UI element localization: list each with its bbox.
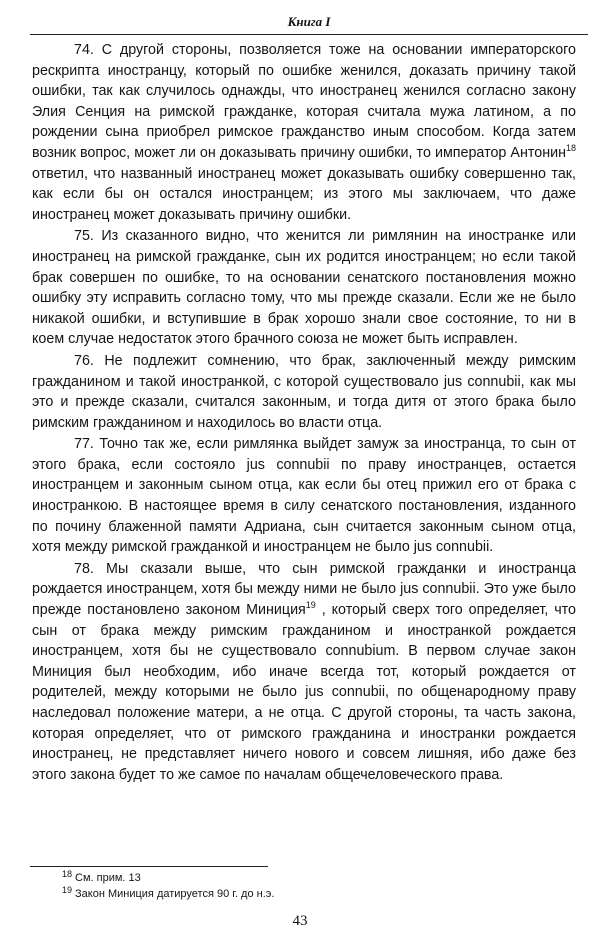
paragraph-number: 77. (74, 436, 94, 453)
paragraph-text: Точно так же, если римлянка выйдет замуж за иностранца, то сын от этого брака, если состояло jus connubii по праву иностранцев, остается иностранцем и законным сыном отца, как если бы отец прижил его от брака с иностранкою. В настоящее время в силу сенатского постановления, изданного по почину блаженной памяти Адриана, сын считается законным сыном отца, хотя между римской гражданкой и иностранцем не было jus connubii. (32, 436, 576, 556)
paragraph-text: С другой стороны, позволяется тоже на основании императорского рескрипта иностранцу, который по ошибке женился, доказать причину такой ошибки, так как случилось однажды, что иностранец женился согласно закону Элия Сенция на римской гражданке, которая считала мужа латином, а по рождении сына приобрел римское гражданство иным способом. Когда затем возник вопрос, может ли он доказывать причину ошибки, то император Антонин (32, 42, 576, 161)
paragraph-77 (32, 434, 576, 558)
paragraph-number: 74. (74, 42, 94, 58)
paragraph-text: Мы сказали выше, что сын римской гражданки и иностранца рождается иностранцем, хотя бы между ними не было jus connubii. Это уже было прежде постановлено законом Миниция (32, 560, 576, 619)
running-header (30, 10, 588, 35)
footnote-mark: 19 (62, 885, 73, 895)
footnote-19 (62, 886, 542, 902)
paragraph-number: 75. (74, 228, 94, 245)
footnote-ref-18[interactable]: 18 (565, 142, 576, 153)
paragraph-text: , который сверх того определяет, что сын от брака между римским гражданином и иностранкой рождается иностранцем, хотя бы не существовало connubium. В первом случае закон Миниция был необходим, ибо иначе всегда тот, который рождается от родителей, между которыми не было jus connubii, по общенародному праву наследовал положение матери, а не отца. С другой стороны, та часть закона, которая определяет, что от римского гражданина и иностранки рождается иностранец, не представляет ничего нового и совсем лишняя, ибо даже без этого закона будет то же самое по началам общечеловеческого права. (32, 602, 576, 783)
footnote-text: Закон Миниция датируется 90 г. до н.э. (75, 888, 275, 900)
footnote-ref-19[interactable]: 19 (305, 600, 316, 611)
paragraph-76 (32, 351, 576, 433)
paragraph-78 (32, 559, 576, 786)
footnote-text: См. прим. 13 (75, 872, 141, 884)
paragraph-text: ответил, что названный иностранец может доказывать ошибку совершенно так, как если бы он остался иностранцем; из этого мы заключаем, что даже иностранец может доказывать причину ошибки. (32, 165, 576, 223)
footnotes (62, 870, 542, 902)
page-number: 43 (292, 913, 308, 929)
paragraph-74 (32, 40, 576, 225)
paragraph-number: 76. (74, 352, 94, 369)
running-title: Книга I (287, 14, 331, 29)
footnote-divider (30, 866, 268, 867)
footnote-18 (62, 870, 542, 886)
main-text (32, 40, 576, 786)
paragraph-number: 78. (74, 560, 94, 577)
paragraph-text: Из сказанного видно, что женится ли римлянин на иностранке или иностранец на римской гражданке, сын их родится иностранцем; но если такой брак совершен по ошибке, то на основании сенатского постановления можно ошибку эту исправить согласно тому, что мы прежде сказали. Если же не было никакой ошибки, и вступившие в брак хорошо знали свое состояние, то ни в коем случае недостаток этого брачного союза не может быть исправлен. (32, 228, 576, 348)
paragraph-text: Не подлежит сомнению, что брак, заключенный между римским гражданином и такой иностранкой, с которой существовало jus connubii, как мы это и прежде сказали, считался законным, и тогда дитя от этого брака было римским гражданином и находилось во власти отца. (32, 352, 576, 431)
footnote-mark: 18 (62, 869, 73, 879)
paragraph-75 (32, 226, 576, 350)
